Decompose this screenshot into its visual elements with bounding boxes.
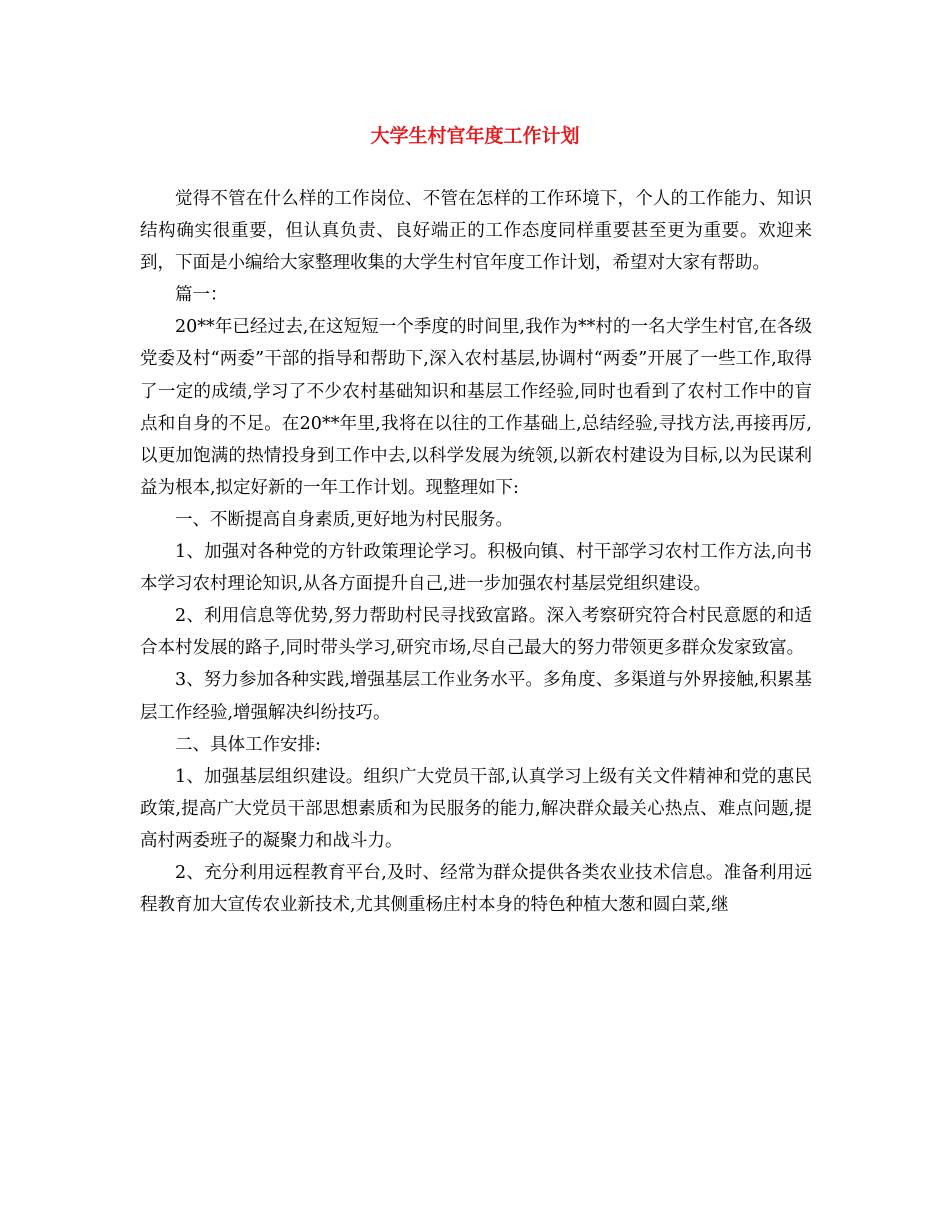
heading-work-arrangement: 二、具体工作安排: [175,734,321,755]
paragraph-review: 20**年已经过去,在这短短一个季度的时间里,我作为**村的一名大学生村官,在各级党委及村“两委”干部的指导和帮助下,深入农村基层,协调村“两委”开展了一些工作,取得了一定的成绩,学习了不少农村基础知识和基层工作经验,同时也看到了农村工作中的盲点和自身的不足。在20**年里,我将在以往的工作基础上,总结经验,寻找方法,再接再厉,以更加饱满的热情投身到工作中去,以科学发展为统领,以新农村建设为目标,以为民谋利益为根本,拟定好新的一年工作计划。现整理如下: [140,317,812,498]
document-body [140,183,812,921]
paragraph-arrangement-1: 1、加强基层组织建设。组织广大党员干部,认真学习上级有关文件精神和党的惠民政策,提高广大党员干部思想素质和为民服务的能力,解决群众最关心热点、难点问题,提高村两委班子的凝聚力和战斗力。 [140,766,812,851]
paragraph-item-1: 1、加强对各种党的方针政策理论学习。积极向镇、村干部学习农村工作方法,向书本学习农村理论知识,从各方面提升自己,进一步加强农村基层党组织建设。 [140,542,812,595]
paragraph-item-3: 3、努力参加各种实践,增强基层工作业务水平。多角度、多渠道与外界接触,积累基层工作经验,增强解决纠纷技巧。 [140,670,812,723]
paragraph-item-2: 2、利用信息等优势,努力帮助村民寻找致富路。深入考察研究符合村民意愿的和适合本村发展的路子,同时带头学习,研究市场,尽自己最大的努力带领更多群众发家致富。 [140,606,812,659]
document-title: 大学生村官年度工作计划 [370,125,580,147]
paragraph-arrangement-2: 2、充分利用远程教育平台,及时、经常为群众提供各类农业技术信息。准备利用远程教育加大宣传农业新技术,尤其侧重杨庄村本身的特色种植大葱和圆白菜,继 [140,862,812,916]
paragraph-section-label: 篇一： [175,285,228,306]
paragraph-intro: 觉得不管在什么样的工作岗位、不管在怎样的工作环境下，个人的工作能力、知识结构确实很重要，但认真负责、良好端正的工作态度同样重要甚至更为重要。欢迎来到，下面是小编给大家整理收集的大学生村官年度工作计划，希望对大家有帮助。 [140,189,812,274]
heading-improve-quality: 一、不断提高自身素质,更好地为村民服务。 [175,509,514,530]
